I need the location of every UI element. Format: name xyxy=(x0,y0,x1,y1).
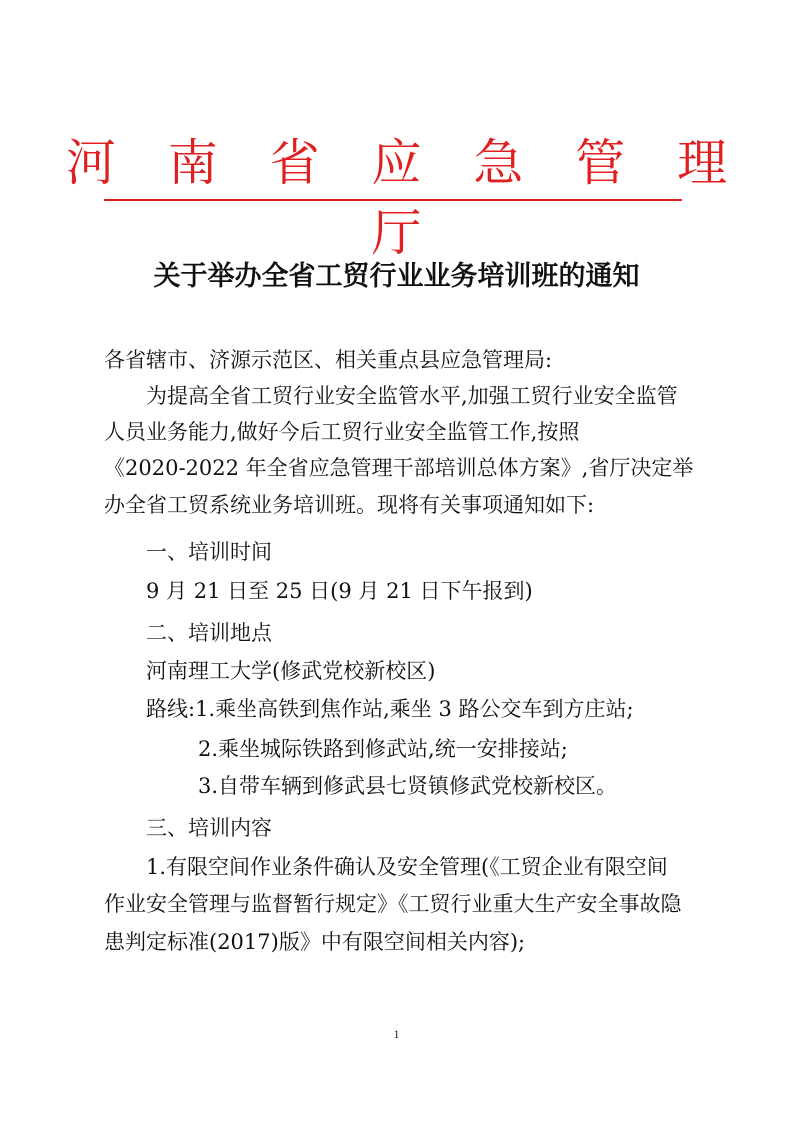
section-heading-content: 三、培训内容 xyxy=(146,816,272,840)
content-line-1: 1.有限空间作业条件确认及安全管理(《工贸企业有限空间 xyxy=(146,855,668,879)
intro-line-3: 《2020-2022 年全省应急管理干部培训总体方案》,省厅决定举 xyxy=(104,456,694,480)
route-line-3: 3.自带车辆到修武县七贤镇修武党校新校区。 xyxy=(198,774,618,798)
letterhead-red-rule xyxy=(104,199,682,201)
section-heading-time: 一、培训时间 xyxy=(146,540,272,564)
notice-title: 关于举办全省工贸行业业务培训班的通知 xyxy=(153,261,640,292)
page-number: 1 xyxy=(393,1027,400,1041)
content-line-3: 患判定标准(2017)版》中有限空间相关内容); xyxy=(104,930,526,954)
intro-line-4: 办全省工贸系统业务培训班。现将有关事项通知如下: xyxy=(104,493,595,517)
intro-line-2: 人员业务能力,做好今后工贸行业安全监管工作,按照 xyxy=(104,420,580,444)
training-place: 河南理工大学(修武党校新校区) xyxy=(146,659,436,683)
org-letterhead-title: 河 南 省 应 急 管 理 厅 xyxy=(65,134,746,262)
section-heading-location: 二、培训地点 xyxy=(146,621,272,645)
addressee: 各省辖市、济源示范区、相关重点县应急管理局: xyxy=(104,348,553,372)
route-line-1: 路线:1.乘坐高铁到焦作站,乘坐 3 路公交车到方庄站; xyxy=(146,697,634,721)
content-line-2: 作业安全管理与监督暂行规定》《工贸行业重大生产安全事故隐 xyxy=(104,892,682,916)
training-time: 9 月 21 日至 25 日(9 月 21 日下午报到) xyxy=(146,579,533,603)
intro-line-1: 为提高全省工贸行业安全监管水平,加强工贸行业安全监管 xyxy=(146,384,678,408)
route-line-2: 2.乘坐城际铁路到修武站,统一安排接站; xyxy=(198,737,568,761)
